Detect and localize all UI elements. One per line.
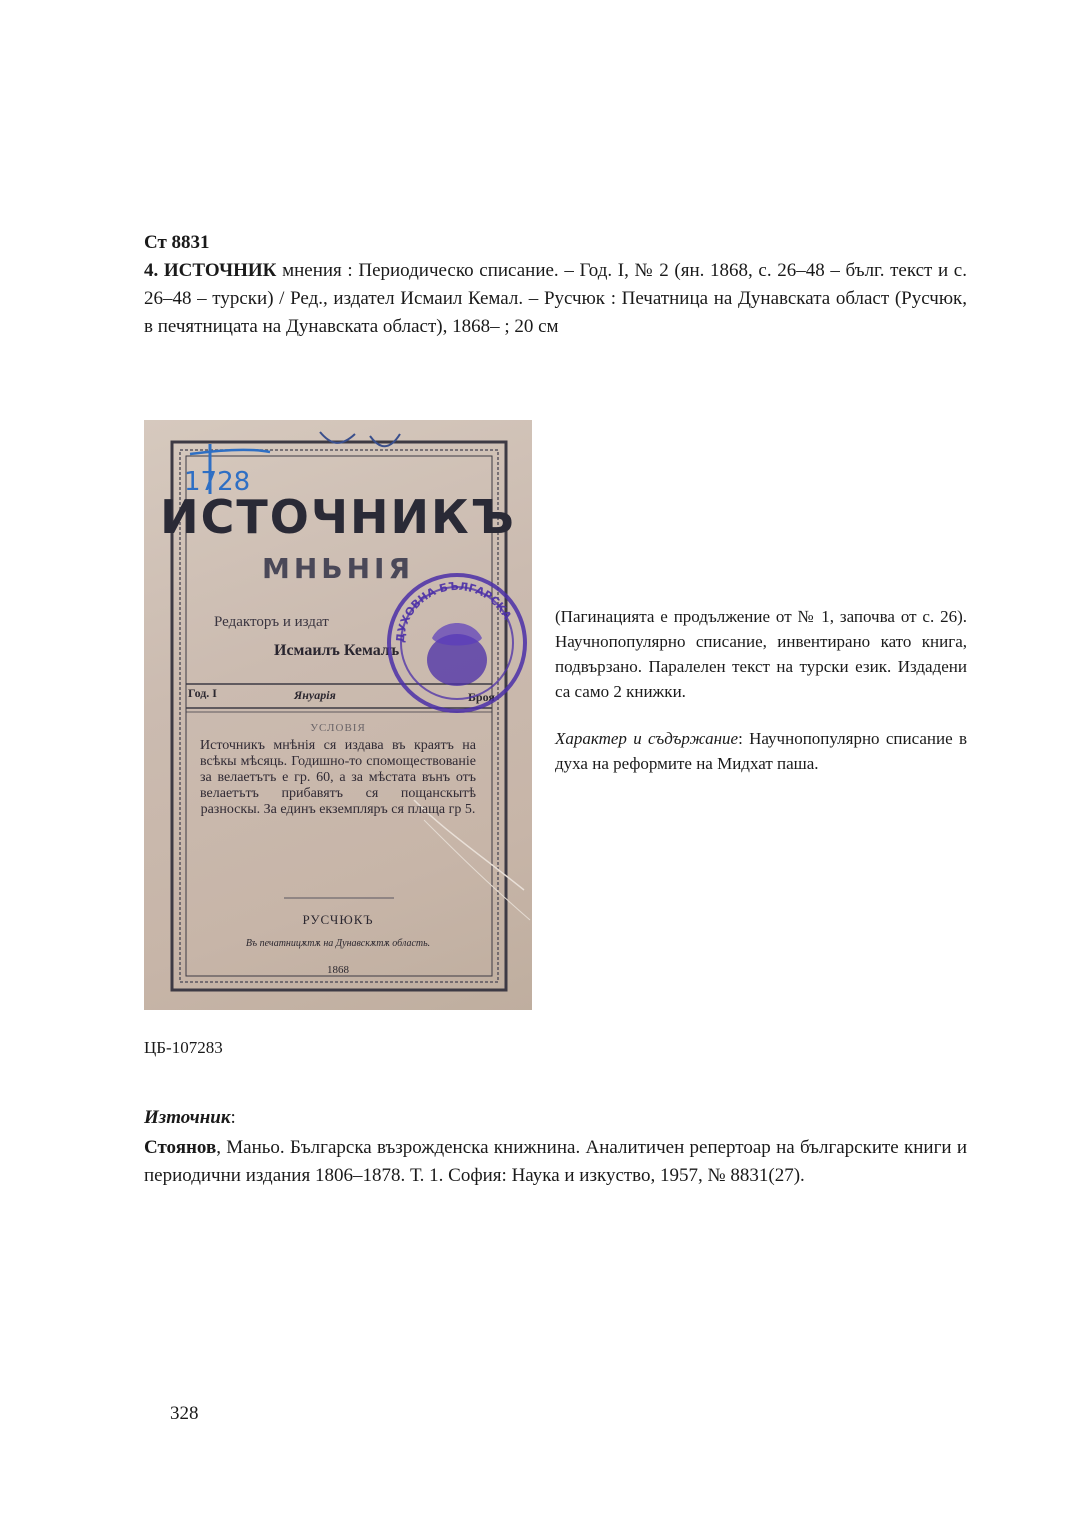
nature-text: : Научнопопулярно списание в духа на реформите на Мидхат паша.: [555, 729, 967, 773]
cover-body-text: Источникъ мнѣнія ся издава въ краятъ на всѣкы мѣсяць. Годишно-то спомоществованіе за велаетътъ е гр. 60, а за мѣстата вънъ отъ велаетътъ прибавятъ ся пощанскытѣ разноскы. За единъ екземпляръ ся плаща гр 5.: [200, 738, 476, 817]
cover-editor: Исмаилъ Кемалъ: [274, 642, 400, 659]
cover-caption: (Пагинацията е продължение от № 1, започва от с. 26). Научнопопулярно списание, инвентирано като книга, подвързано. Паралелен текст на турски език. Издадени са само 2 книжки.: [555, 607, 967, 701]
nature-note: [555, 726, 967, 776]
entry-description: [144, 257, 967, 341]
nature-label: Характер и съдържание: [555, 729, 739, 748]
cover-image: [144, 420, 532, 1010]
entry-description-text: мнения : Периодическо списание. – Год. I, № 2 (ян. 1868, с. 26–48 – бълг. текст и с. 26–48 – турски) / Ред., издател Исмаил Кемал. – Русчюк : Печатница на Дунавската област (Русчюк, в печятницата на Дунавската област), 1868– ; 20 см: [144, 260, 967, 337]
source-author: Стоянов: [144, 1137, 217, 1158]
source-heading: [144, 1107, 236, 1129]
source-citation-text: , Маньо. Българска възрожденска книжнина. Аналитичен репертоар на българските книги и периодични издания 1806–1878. Т. 1. София: Наука и изкуство, 1957, № 8831(27).: [144, 1137, 967, 1186]
cover-month: Януарія: [294, 688, 336, 702]
stamp-text: ДУХОВНА БЪЛГАРСКА: [393, 579, 514, 644]
source-heading-colon: :: [230, 1107, 236, 1128]
cover-city: РУСЧЮКЪ: [302, 912, 374, 927]
library-stamp-icon: [382, 568, 532, 718]
cover-subtitle: МНЬНІЯ: [261, 552, 415, 585]
page-number: 328: [170, 1403, 199, 1424]
call-number: ЦБ-107283: [144, 1038, 223, 1057]
cover-printer: Въ печатницѫтѫ на Дунавскѫтѫ область.: [245, 938, 431, 949]
entry-code: Ст 8831: [144, 232, 210, 253]
cover-issue: Броя: [468, 690, 495, 704]
cover-conditions-heading: УСЛОВІЯ: [310, 722, 366, 734]
cover-print-year: 1868: [327, 964, 349, 976]
cover-title: ИСТОЧНИКЪ: [160, 490, 516, 544]
entry-number: 4.: [144, 260, 159, 281]
cover-editor-label: Редакторъ и издат: [214, 614, 329, 630]
source-heading-label: Източник: [144, 1107, 231, 1128]
source-citation: [144, 1134, 967, 1190]
entry-title: ИСТОЧНИК: [163, 260, 277, 281]
handwriting-text: 1728: [184, 467, 251, 497]
cover-year: Год. I: [188, 686, 217, 700]
